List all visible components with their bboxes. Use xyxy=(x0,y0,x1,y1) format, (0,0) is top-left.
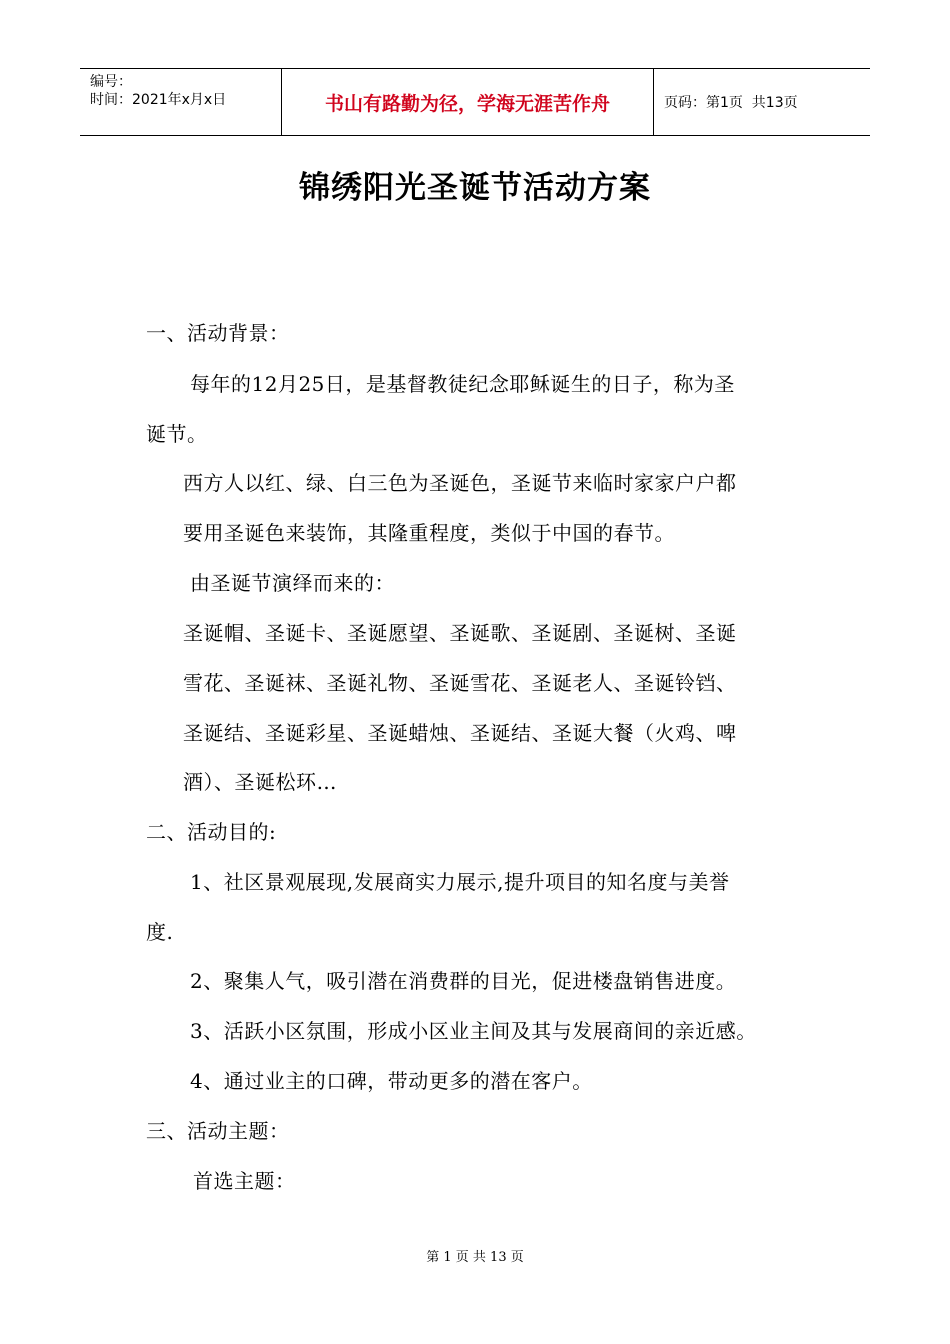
paragraph-line: 酒）、圣诞松环… xyxy=(183,770,337,794)
paragraph-line: 1、社区景观展现,发展商实力展示,提升项目的知名度与美誉 xyxy=(190,870,730,894)
paragraph-line: 诞节。 xyxy=(146,422,208,446)
document-header xyxy=(80,68,870,136)
paragraph-line: 2、聚集人气，吸引潜在消费群的目光，促进楼盘销售进度。 xyxy=(190,969,737,993)
page-footer: 第 1 页 共 13 页 xyxy=(426,1250,524,1265)
paragraph-line: 首选主题： xyxy=(193,1169,296,1193)
paragraph-line: 西方人以红、绿、白三色为圣诞色，圣诞节来临时家家户户都 xyxy=(183,471,737,495)
header-date: 时间：2021年x月x日 xyxy=(90,92,227,108)
section-heading-purpose: 二、活动目的: xyxy=(146,820,277,844)
paragraph-line: 雪花、圣诞袜、圣诞礼物、圣诞雪花、圣诞老人、圣诞铃铛、 xyxy=(183,671,737,695)
paragraph-line: 圣诞结、圣诞彩星、圣诞蜡烛、圣诞结、圣诞大餐（火鸡、啤 xyxy=(183,721,737,745)
header-page-info: 页码：第1页 共13页 xyxy=(664,95,798,111)
paragraph-line: 要用圣诞色来装饰，其隆重程度，类似于中国的春节。 xyxy=(183,521,675,545)
section-heading-background: 一、活动背景： xyxy=(146,321,290,345)
paragraph-line: 3、活跃小区氛围，形成小区业主间及其与发展商间的亲近感。 xyxy=(190,1019,757,1043)
paragraph-line: 圣诞帽、圣诞卡、圣诞愿望、圣诞歌、圣诞剧、圣诞树、圣诞 xyxy=(183,621,737,645)
paragraph-line: 由圣诞节演绎而来的： xyxy=(190,571,395,595)
paragraph-line: 每年的12月25日，是基督教徒纪念耶稣诞生的日子，称为圣 xyxy=(190,372,735,396)
header-meta xyxy=(80,69,281,135)
header-number: 编号： xyxy=(90,74,132,90)
header-motto: 书山有路勤为径，学海无涯苦作舟 xyxy=(281,69,654,135)
section-heading-theme: 三、活动主题： xyxy=(146,1119,290,1143)
document-title: 锦绣阳光圣诞节活动方案 xyxy=(299,170,651,206)
paragraph-line: 度. xyxy=(146,920,174,944)
paragraph-line: 4、通过业主的口碑，带动更多的潜在客户。 xyxy=(190,1069,593,1093)
